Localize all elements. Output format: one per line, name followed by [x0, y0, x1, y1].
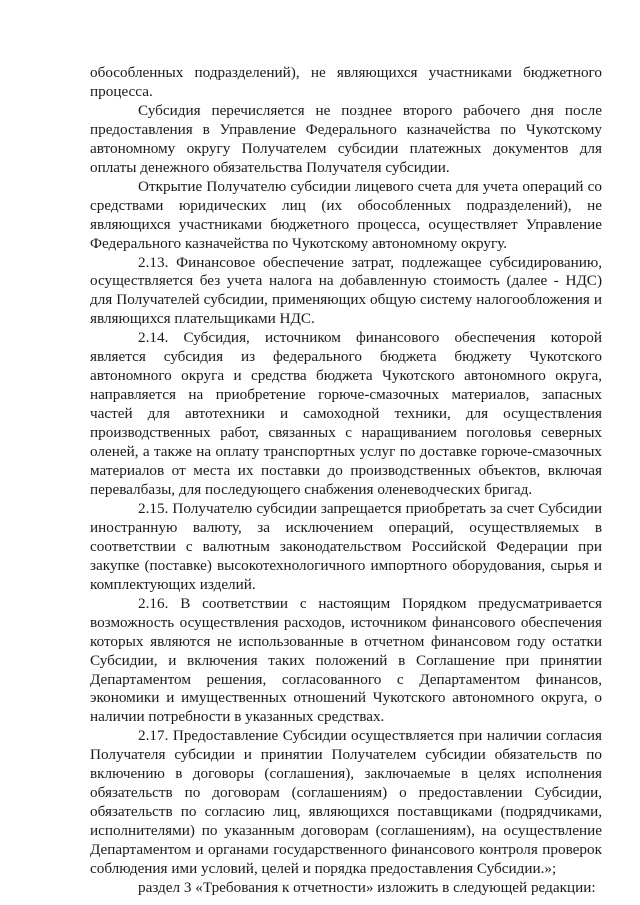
paragraph-continued: обособленных подразделений), не являющихся участниками бюджетного процесса.: [90, 64, 602, 100]
paragraph-2-16: 2.16. В соответствии с настоящим Порядком предусматривается возможность осуществления расходов, источником финансового обеспечения которых являются не использованные в отчетном финансовом году остатки Субсидии, и включения таких положений в Соглашение при принятии Департаментом решения, согласованного с Департаментом финансов, экономики и имущественных отношений Чукотского автономного округа, о наличии потребности в указанных средствах.: [90, 594, 602, 726]
paragraph-2-14: 2.14. Субсидия, источником финансового обеспечения которой является субсидия из федерального бюджета бюджету Чукотского автономного округа и средства бюджета Чукотского автономного округа, направляется на приобретение горюче-смазочных материалов, запасных частей для автотехники и самоходной техники, для осуществления производственных работ, связанных с наращиванием поголовья северных оленей, а также на оплату транспортных услуг по доставке горюче-смазочных материалов от места их поставки до производственных объектов, включая перевалбазы, для последующего снабжения оленеводческих бригад.: [90, 329, 602, 498]
paragraph-section-3: раздел 3 «Требования к отчетности» изложить в следующей редакции:: [138, 878, 596, 896]
paragraph-2-17: 2.17. Предоставление Субсидии осуществляется при наличии согласия Получателя субсидии и принятии Получателем субсидии обязательств по включению в договоры (соглашения), заключаемые в целях исполнения обязательств по договорам (соглашениям) о предоставлении Субсидии, обязательств по согласию лиц, являющихся поставщиками (подрядчиками, исполнителями) по указанным договорам (соглашениям), на осуществление Департаментом и органами государственного финансового контроля проверок соблюдения ими условий, целей и порядка предоставления Субсидии.»;: [90, 727, 602, 878]
paragraph-2-13: 2.13. Финансовое обеспечение затрат, подлежащее субсидированию, осуществляется без учета налога на добавленную стоимость (далее - НДС) для Получателей субсидии, применяющих общую систему налогообложения и являющихся плательщиками НДС.: [90, 253, 602, 328]
paragraph-2-15: 2.15. Получателю субсидии запрещается приобретать за счет Субсидии иностранную валюту, за исключением операций, осуществляемых в соответствии с валютным законодательством Российской Федерации при закупке (поставке) высокотехнологичного импортного оборудования, сырья и комплектующих изделий.: [90, 499, 602, 593]
paragraph-account-opening: Открытие Получателю субсидии лицевого счета для учета операций со средствами юридических лиц (их обособленных подразделений), не являющихся участниками бюджетного процесса, осуществляет Управление Федерального казначейства по Чукотскому автономному округу.: [90, 177, 602, 252]
paragraph-subsidy-transfer: Субсидия перечисляется не позднее второго рабочего дня после предоставления в Управление Федерального казначейства по Чукотскому автономному округу Получателем субсидии платежных документов для оплаты денежного обязательства Получателя субсидии.: [90, 101, 602, 176]
document-page: [90, 64, 602, 898]
